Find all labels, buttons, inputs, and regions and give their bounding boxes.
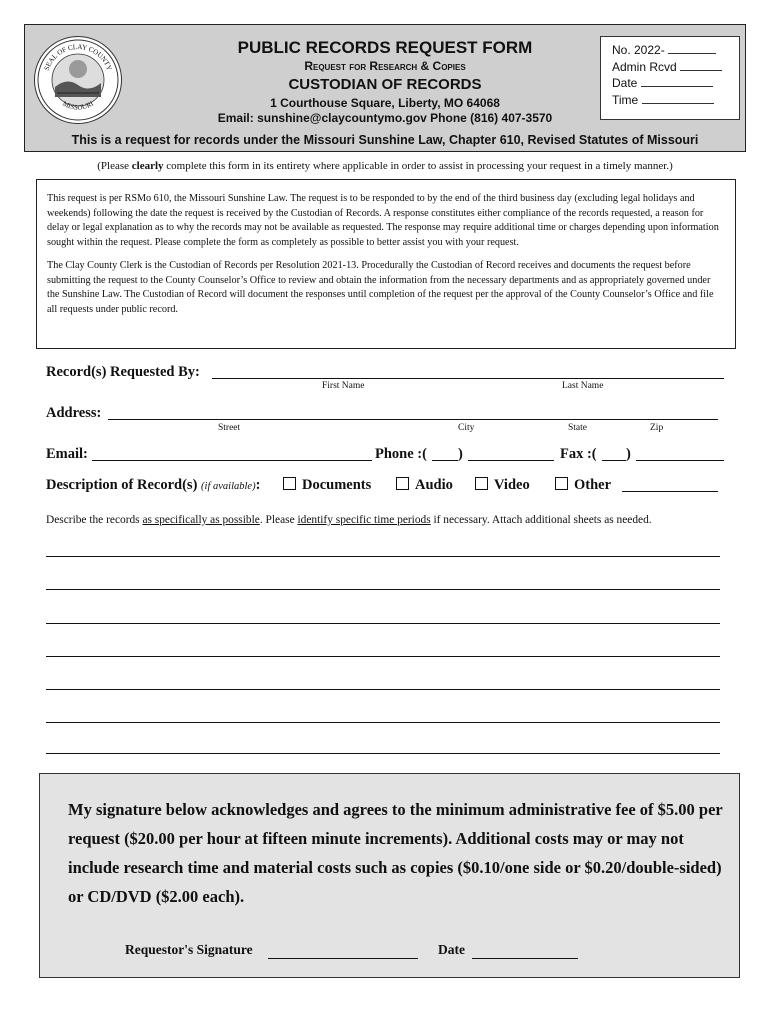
signature-field[interactable] [268,958,418,959]
instructions-prefix: (Please [97,160,132,172]
describe-emphasis-2: identify specific time periods [297,514,431,526]
fax-area-field[interactable] [602,460,626,461]
option-documents-label: Documents [302,477,372,493]
office-date-row [612,75,739,92]
office-address: 1 Courthouse Square, Liberty, MO 64068 [270,96,500,110]
city-caption: City [458,423,475,433]
phone-label: Phone :( [375,446,427,462]
address-field[interactable] [108,419,718,420]
office-time-field[interactable] [642,103,714,104]
phone-area-field[interactable] [432,460,458,461]
describe-end: if necessary. Attach additional sheets as needed. [430,514,652,526]
description-row [46,477,260,494]
description-line-2[interactable] [46,589,720,590]
option-audio[interactable] [396,477,453,494]
option-other-label: Other [574,477,612,493]
office-use-box [600,36,740,120]
phone-paren-close: ) [458,446,463,462]
signature-date-field[interactable] [472,958,578,959]
county-seal-icon [35,37,121,123]
option-documents[interactable] [283,477,371,494]
description-colon: : [255,477,261,493]
first-name-caption: First Name [322,381,365,391]
office-number-field[interactable] [668,53,716,54]
info-paragraph-1: This request is per RSMo 610, the Missouri Sunshine Law. The request is to be responded to by the end of the third business day (excluding legal holidays and weekends) following the date the request is received by the Custodian of Records. A response constitutes either compliance of the records requested, a reason for delay or legal explanation as to why the records may not be available as requested. The response may require additional time or charges depending upon information sought within the request. Please complete the form as completely as possible to better assist you with your request. [47,193,719,248]
instructions-line [24,160,746,172]
office-number-label: No. 2022- [612,43,665,57]
last-name-caption: Last Name [562,381,604,391]
seal-text-top: SEAL OF CLAY COUNTY [42,42,114,72]
email-label: Email: [46,446,88,462]
sunshine-law-line: This is a request for records under the Missouri Sunshine Law, Chapter 610, Revised Statutes of Missouri [71,133,699,147]
office-time-row [612,92,739,109]
option-audio-label: Audio [415,477,453,493]
state-caption: State [568,423,587,433]
checkbox-icon[interactable] [555,477,568,490]
phone-number-field[interactable] [468,460,554,461]
fax-paren-close: ) [626,446,631,462]
option-other[interactable] [555,477,611,494]
signature-date-label: Date [438,942,465,957]
description-line-3[interactable] [46,623,720,624]
zip-caption: Zip [650,423,664,433]
form-title: PUBLIC RECORDS REQUEST FORM [237,38,533,57]
email-field[interactable] [92,460,372,461]
custodian-heading: CUSTODIAN OF RECORDS [288,76,482,93]
description-line-5[interactable] [46,689,720,690]
other-field[interactable] [622,491,718,492]
office-date-label: Date [612,76,638,90]
checkbox-icon[interactable] [475,477,488,490]
county-seal [34,36,122,124]
form-subtitle: Request for Research & Copies [304,59,466,73]
requested-by-label: Record(s) Requested By: [46,364,200,380]
info-box [36,179,736,349]
office-admin-row [612,59,739,76]
option-video[interactable] [475,477,530,494]
fax-number-field[interactable] [636,460,724,461]
description-label: Description of Record(s) [46,477,198,493]
office-admin-label: Admin Rcvd [612,59,677,74]
if-available-note: (if available) [201,481,256,492]
office-contact: Email: sunshine@claycountymo.gov Phone (816) 407-3570 [217,111,553,125]
description-line-6[interactable] [46,722,720,723]
describe-instructions [46,514,652,526]
description-line-4[interactable] [46,656,720,657]
office-number-row [612,42,739,59]
signature-label: Requestor's Signature [125,942,253,957]
description-line-1[interactable] [46,556,720,557]
instructions-bold: clearly [131,160,164,172]
fee-acknowledgement-text: My signature below acknowledges and agrees to the minimum administrative fee of $5.00 per request ($20.00 per hour at fifteen minute increments). Additional costs may or may not include research time and material costs such as copies ($0.10/one side or $0.20/double-sided) or CD/DVD ($2.00 each). [68,800,723,906]
office-admin-field[interactable] [680,70,722,71]
option-video-label: Video [494,477,530,493]
describe-intro: Describe the records [46,514,143,526]
street-caption: Street [218,423,241,433]
info-paragraph-2: The Clay County Clerk is the Custodian of Records per Resolution 2021-13. Procedurally the Custodian of Record receives and documents the request before submitting the request to the County Counselor’s Office to review and obtain the information from the necessary departments and as appropriately governed under the Sunshine Law. The Custodian of Record will document the responses until completion of the request per the approval of the County Counselor’s Office and file all requests under public record. [47,260,714,315]
office-date-field[interactable] [641,86,713,87]
fax-label: Fax :( [560,446,597,462]
office-time-label: Time [612,92,639,107]
describe-mid: . Please [259,514,298,526]
description-line-7[interactable] [46,753,720,754]
instructions-suffix: complete this form in its entirety where applicable in order to assist in processing your request in a timely manner.) [163,160,673,172]
checkbox-icon[interactable] [283,477,296,490]
describe-emphasis-1: as specifically as possible [142,514,260,526]
requested-by-field[interactable] [212,378,724,379]
checkbox-icon[interactable] [396,477,409,490]
address-label: Address: [46,405,102,421]
seal-text-bottom: MISSOURI [61,99,95,112]
